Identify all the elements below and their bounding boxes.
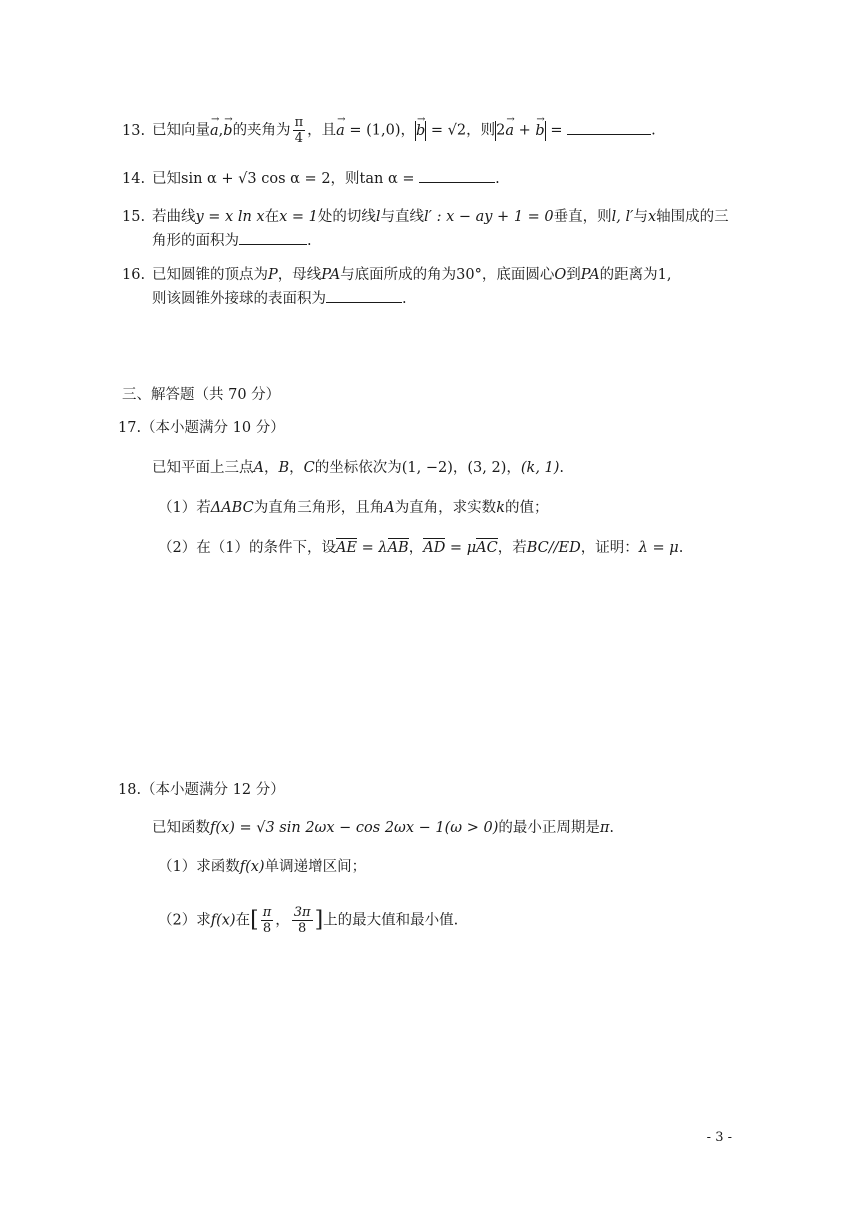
answer-blank[interactable] (567, 120, 651, 135)
text: 到 (566, 267, 581, 283)
text: 轴围成的三 (656, 209, 729, 225)
variable: ΔABC (210, 500, 254, 516)
equation: f(x) = √3 sin 2ωx − cos 2ωx − 1(ω > 0) (210, 820, 499, 836)
question-number: 13. (122, 122, 146, 139)
text: （2）在（1）的条件下，设 (158, 540, 336, 556)
text: 若曲线 (152, 209, 196, 225)
text: （1）若 (158, 500, 211, 516)
coordinate: (1, −2) (401, 460, 453, 476)
question-18-heading: 18.（本小题满分 12 分） (118, 782, 285, 798)
vector-a: → a (210, 121, 219, 141)
fraction (293, 115, 306, 146)
text: = (1,0)， (344, 122, 416, 139)
answer-blank[interactable] (326, 288, 402, 303)
variable: A (384, 500, 395, 516)
text: ， (452, 460, 468, 476)
variable: C (303, 460, 315, 476)
question-16-line-2 (152, 288, 407, 309)
text: ， (275, 912, 290, 929)
value: 30° (456, 267, 482, 283)
fraction (261, 905, 274, 936)
vector-b: → b (416, 121, 425, 141)
text: 的最小正周期是 (498, 820, 600, 836)
text: 已知圆锥的顶点为 (152, 267, 268, 283)
variable: B (278, 460, 290, 476)
question-14 (122, 168, 500, 189)
question-17-intro: 已知平面上三点A，B，C的坐标依次为(1, −2)，(3, 2)，(k, 1). (152, 460, 565, 476)
text: 处的切线 (317, 209, 376, 225)
denominator: 4 (294, 131, 303, 146)
text: 在 (264, 209, 280, 225)
left-bracket: [ (250, 907, 259, 933)
text: （2）求 (158, 912, 211, 929)
text: . (609, 820, 615, 836)
text: 与底面所成的角为 (340, 267, 457, 283)
text: = √2，则 (426, 122, 496, 139)
variable: l, l′ (611, 209, 634, 225)
variable: O (554, 267, 567, 283)
equation: f(x) (210, 912, 236, 929)
variable: P (268, 267, 278, 283)
equation: f(x) (239, 859, 265, 875)
question-17-heading: 17.（本小题满分 10 分） (118, 420, 285, 436)
equation: y = x ln x (195, 209, 265, 225)
equation: = λ (357, 540, 388, 556)
text: 已知函数 (152, 820, 210, 836)
fraction (292, 905, 313, 936)
question-13: 13. 已知向量→ a,→ b的夹角为 $\frac{\pi}{4}$ ，且→ a = (1,0)，→ b = √2，则2→ a + → b = . (122, 115, 656, 146)
text: 已知向量 (152, 122, 210, 139)
text: = (545, 122, 568, 139)
coordinate: (k, 1) (520, 460, 560, 476)
section-heading: 三、解答题（共 70 分） (122, 387, 281, 403)
question-16 (122, 265, 672, 285)
vector-a: → a (505, 121, 514, 141)
text: . (559, 460, 565, 476)
variable: PA (580, 267, 600, 283)
text: , (666, 267, 672, 283)
value: 1 (657, 267, 667, 283)
numerator: π (294, 115, 304, 130)
text: 已知 (152, 171, 181, 187)
text: 的距离为 (599, 267, 658, 283)
equation: sin α + √3 cos α = 2 (181, 171, 331, 187)
question-15-line-2 (152, 230, 312, 251)
equation: λ = μ (638, 540, 679, 556)
equation: tan α = (359, 171, 420, 187)
variable: PA (321, 267, 341, 283)
text: . (651, 122, 656, 139)
question-number: 14. (122, 171, 146, 187)
vector: AB (387, 540, 409, 556)
vector: AE (335, 540, 358, 556)
question-18-intro (152, 818, 614, 838)
abs-bar (495, 121, 496, 141)
question-17-part-2: （2）在（1）的条件下，设AE = λAB，AD = μAC，若BC//ED，证明：λ = μ. (158, 540, 684, 556)
text: ，证明： (580, 540, 639, 556)
text: . (678, 540, 684, 556)
text: 在 (235, 912, 251, 929)
text: . (307, 233, 312, 249)
variable: x (647, 209, 657, 225)
equation: = μ (445, 540, 477, 556)
text: 角形的面积为 (152, 233, 239, 249)
vector-b: → b (223, 121, 232, 141)
text: 与 (633, 209, 648, 225)
answer-blank[interactable] (239, 230, 307, 245)
numerator: π (262, 905, 272, 920)
text: ，若 (497, 540, 527, 556)
variable: π (599, 820, 610, 836)
right-bracket: ] (314, 907, 324, 933)
text: . (402, 291, 407, 307)
question-18-part-2 (158, 905, 458, 936)
variable: A (253, 460, 264, 476)
text: ，则 (330, 171, 360, 187)
equation: BC//ED (526, 540, 581, 556)
text: 上的最大值和最小值. (323, 912, 459, 929)
vector: AC (476, 540, 498, 556)
numerator: 3π (293, 905, 311, 920)
text: 为直角，求实数 (394, 500, 497, 516)
coordinate: (3, 2) (467, 460, 507, 476)
question-15 (122, 207, 729, 227)
equation: x = 1 (279, 209, 318, 225)
text: 的值； (504, 500, 549, 516)
text: 则该圆锥外接球的表面积为 (152, 291, 326, 307)
page-number: - 3 - (706, 1130, 732, 1145)
text: 的夹角为 (232, 122, 291, 139)
question-18-part-1 (158, 857, 366, 877)
equation: l′ : x − ay + 1 = 0 (424, 209, 554, 225)
text: ，母线 (277, 267, 322, 283)
text: . (495, 171, 500, 187)
vector-b: → b (535, 121, 544, 141)
question-17-part-1 (158, 498, 548, 518)
text: （1）求函数 (158, 859, 240, 875)
question-number: 15. (122, 209, 146, 225)
text: ，且 (307, 122, 337, 139)
text: 垂直，则 (553, 209, 612, 225)
question-number: 16. (122, 267, 146, 283)
denominator: 8 (298, 921, 307, 936)
variable: l (375, 209, 381, 225)
answer-blank[interactable] (419, 168, 495, 183)
text: ， (506, 460, 521, 476)
text: 的坐标依次为 (314, 460, 402, 476)
text: 为直角三角形，且角 (253, 500, 385, 516)
text: 与直线 (380, 209, 425, 225)
text: 已知平面上三点 (152, 460, 254, 476)
text: ，底面圆心 (481, 267, 555, 283)
variable: k (496, 500, 505, 516)
vector-a: → a (336, 121, 345, 141)
text: 单调递增区间； (264, 859, 367, 875)
vector: AD (423, 540, 446, 556)
denominator: 8 (262, 921, 272, 936)
